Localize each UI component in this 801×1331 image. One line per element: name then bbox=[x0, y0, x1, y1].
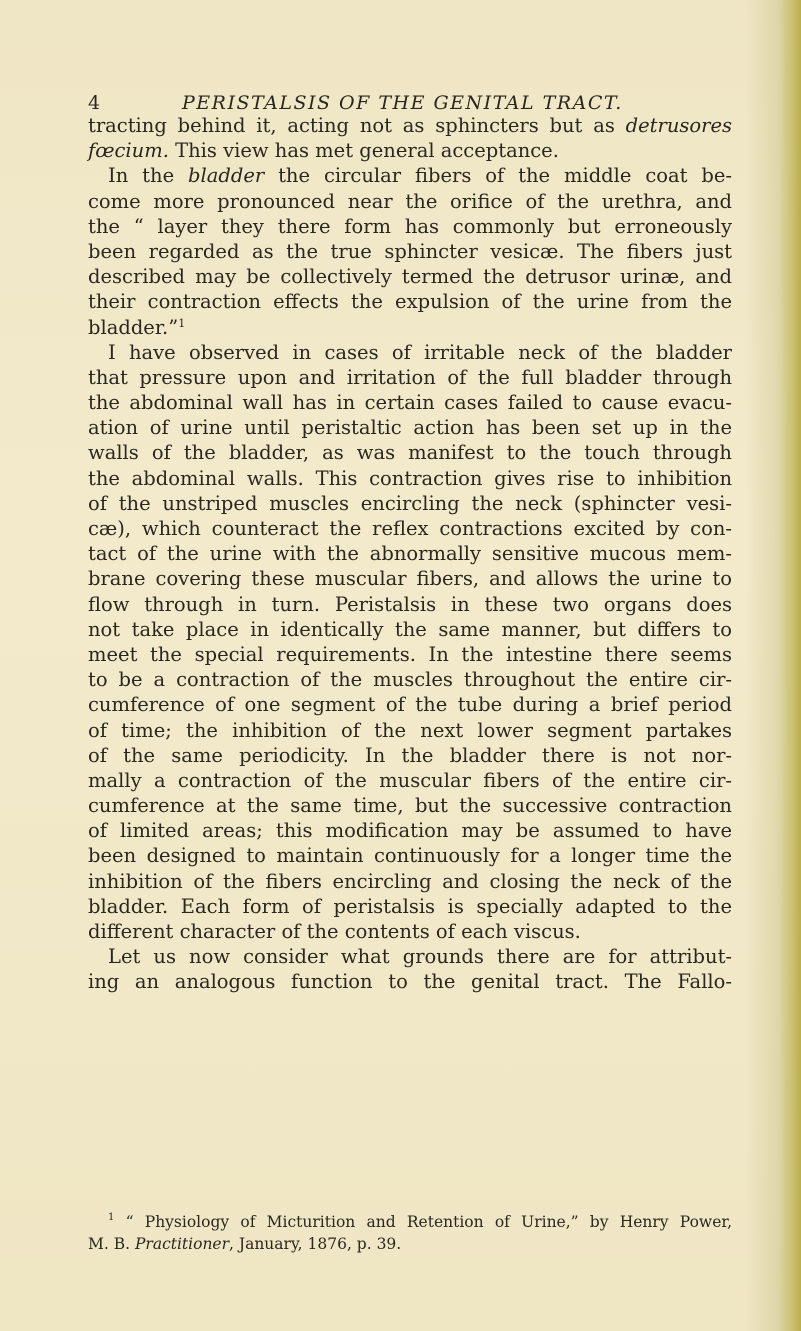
body-text-line bbox=[88, 289, 732, 314]
text-segment: that pressure upon and irritation of the full bladder through bbox=[88, 365, 732, 389]
body-text-line bbox=[88, 969, 732, 994]
body-text-line bbox=[88, 768, 732, 793]
text-segment: bladder.” bbox=[88, 315, 179, 339]
text-segment: brane covering these muscular fibers, and allows the urine to bbox=[88, 567, 732, 591]
text-segment: Let us now consider what grounds there are for attribut- bbox=[108, 945, 732, 969]
text-segment: mally a contraction of the muscular fibers of the entire cir- bbox=[88, 768, 732, 792]
body-text-line bbox=[88, 264, 732, 289]
text-segment: cumference of one segment of the tube during a brief period bbox=[88, 693, 732, 717]
body-text-line bbox=[88, 315, 732, 340]
footnote-marker: 1 bbox=[178, 316, 186, 330]
text-segment: walls of the bladder, as was manifest to the touch through bbox=[88, 441, 732, 465]
body-text-line bbox=[88, 743, 732, 768]
text-segment: I have observed in cases of irritable neck of the bladder bbox=[108, 340, 732, 364]
body-text-line bbox=[88, 340, 732, 365]
text-segment: to be a contraction of the muscles throughout the entire cir- bbox=[88, 668, 732, 692]
body-text-line bbox=[88, 440, 732, 465]
body-text-line bbox=[88, 163, 732, 188]
text-segment: tracting behind it, acting not as sphincters but as bbox=[88, 114, 626, 137]
text-segment: of time; the inhibition of the next lower segment partakes bbox=[88, 718, 732, 742]
body-text-line bbox=[88, 189, 732, 214]
text-segment: the circular fibers of the middle coat be- bbox=[264, 164, 732, 188]
page-edge-shadow bbox=[779, 0, 801, 1331]
text-segment: been designed to maintain continuously for a longer time the bbox=[88, 844, 732, 868]
body-text-line bbox=[88, 113, 732, 138]
body-text-line bbox=[88, 365, 732, 390]
body-text-line bbox=[88, 466, 732, 491]
text-segment: of the same periodicity. In the bladder there is not nor- bbox=[88, 743, 732, 767]
body-text-line bbox=[88, 239, 732, 264]
page-number: 4 bbox=[88, 92, 101, 114]
text-segment: ation of urine until peristaltic action has been set up in the bbox=[88, 416, 732, 440]
italic-segment: bladder bbox=[188, 164, 265, 188]
text-segment: cumference at the same time, but the successive contraction bbox=[88, 794, 732, 818]
text-segment: M. B. bbox=[88, 1235, 135, 1253]
text-segment: of limited areas; this modification may be assumed to have bbox=[88, 819, 732, 843]
text-segment: different character of the contents of each viscus. bbox=[88, 920, 581, 943]
text-segment: This view has met general acceptance. bbox=[168, 139, 559, 163]
body-text-line bbox=[88, 944, 732, 969]
body-text-line bbox=[88, 793, 732, 818]
text-segment: cæ), which counteract the reflex contractions excited by con- bbox=[88, 517, 732, 540]
text-segment: ing an analogous function to the genital tract. The Fallo- bbox=[88, 970, 732, 994]
italic-segment: detrusores bbox=[625, 114, 732, 137]
running-title: PERISTALSIS OF THE GENITAL TRACT. bbox=[182, 92, 623, 114]
text-segment: the “ layer they there form has commonly but erroneously bbox=[88, 214, 732, 238]
body-text-line bbox=[88, 818, 732, 843]
body-text-line bbox=[88, 894, 732, 919]
text-segment: their contraction effects the expulsion of the urine from the bbox=[88, 290, 732, 314]
body-text-line bbox=[88, 692, 732, 717]
text-segment: tact of the urine with the abnormally sensitive mucous mem- bbox=[88, 542, 732, 566]
text-segment: come more pronounced near the orifice of the urethra, and bbox=[88, 189, 732, 213]
body-text-line bbox=[88, 718, 732, 743]
italic-segment: Practitioner bbox=[134, 1235, 230, 1253]
footnote bbox=[88, 1211, 732, 1255]
text-segment: flow through in turn. Peristalsis in these two organs does bbox=[88, 592, 732, 616]
body-text-line bbox=[88, 566, 732, 591]
body-text-line bbox=[88, 667, 732, 692]
text-segment: the abdominal wall has in certain cases failed to cause evacu- bbox=[88, 391, 732, 415]
body-text-line bbox=[88, 617, 732, 642]
text-segment: been regarded as the true sphincter vesicæ. The fibers just bbox=[88, 239, 732, 263]
text-segment: “ Physiology of Micturition and Retention of Urine,” by Henry Power, bbox=[114, 1213, 732, 1231]
body-text-line bbox=[88, 592, 732, 617]
italic-segment: fœcium. bbox=[88, 139, 169, 163]
body-text-line bbox=[88, 415, 732, 440]
body-text-line bbox=[88, 516, 732, 541]
body-text-line bbox=[88, 138, 732, 163]
body-text-line bbox=[88, 642, 732, 667]
body-text bbox=[88, 113, 732, 995]
body-text-line bbox=[88, 843, 732, 868]
footnote-marker: 1 bbox=[108, 1212, 115, 1223]
footnote-line bbox=[88, 1233, 732, 1255]
text-segment: In the bbox=[108, 164, 189, 188]
body-text-line bbox=[88, 919, 732, 944]
text-segment: , January, 1876, p. 39. bbox=[229, 1235, 402, 1253]
text-segment: described may be collectively termed the detrusor urinæ, and bbox=[88, 265, 732, 289]
body-text-line bbox=[88, 541, 732, 566]
footnote-line bbox=[88, 1211, 732, 1233]
body-text-line bbox=[88, 390, 732, 415]
body-text-line bbox=[88, 491, 732, 516]
body-text-line bbox=[88, 214, 732, 239]
text-segment: the abdominal walls. This contraction gives rise to inhibition bbox=[88, 466, 732, 490]
text-segment: not take place in identically the same manner, but differs to bbox=[88, 617, 732, 641]
text-segment: inhibition of the fibers encircling and closing the neck of the bbox=[88, 869, 732, 893]
text-segment: bladder. Each form of peristalsis is specially adapted to the bbox=[88, 894, 732, 918]
body-text-line bbox=[88, 869, 732, 894]
text-segment: meet the special requirements. In the intestine there seems bbox=[88, 642, 732, 666]
text-segment: of the unstriped muscles encircling the neck (sphincter vesi- bbox=[88, 491, 732, 515]
